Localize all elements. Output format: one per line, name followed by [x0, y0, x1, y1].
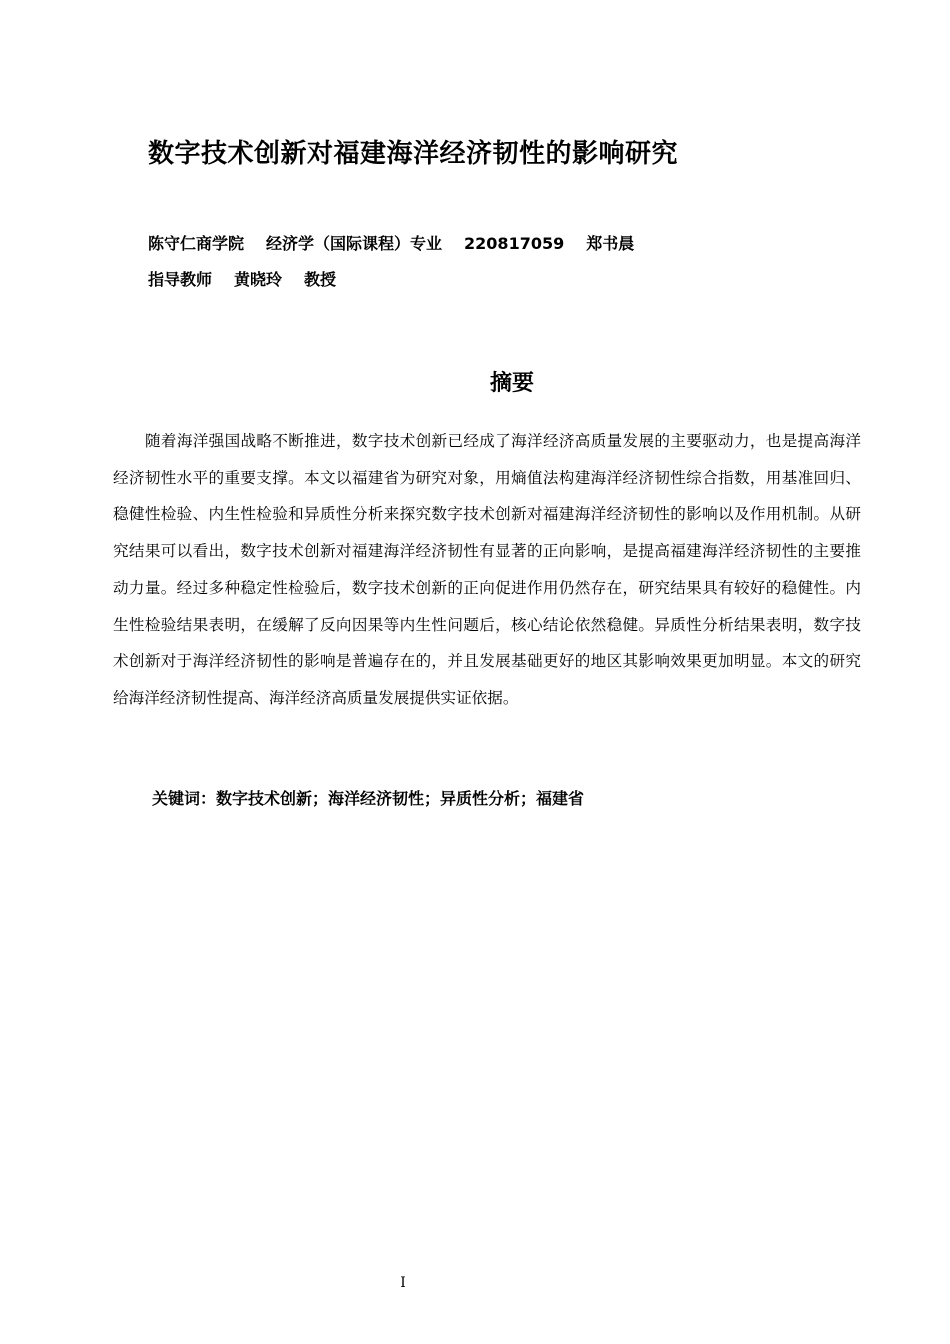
advisor-rank: 教授 [304, 270, 337, 289]
advisor-name: 黄晓玲 [234, 270, 283, 289]
abstract-heading: 摘要 [489, 371, 534, 396]
paper-title: 数字技术创新对福建海洋经济韧性的影响研究 [148, 139, 679, 169]
author-college: 陈守仁商学院 [148, 234, 245, 253]
author-name: 郑书晨 [586, 234, 635, 253]
author-line [148, 226, 634, 262]
advisor-line [148, 262, 634, 298]
author-info [148, 226, 634, 298]
author-major: 经济学（国际课程）专业 [266, 234, 443, 253]
abstract-body: 随着海洋强国战略不断推进，数字技术创新已经成了海洋经济高质量发展的主要驱动力，也是提高海洋经济韧性水平的重要支撑。本文以福建省为研究对象，用熵值法构建海洋经济韧性综合指数，用基准回归、稳健性检验、内生性检验和异质性分析来探究数字技术创新对福建海洋经济韧性的影响以及作用机制。从研究结果可以看出，数字技术创新对福建海洋经济韧性有显著的正向影响，是提高福建海洋经济韧性的主要推动力量。经过多种稳定性检验后，数字技术创新的正向促进作用仍然存在，研究结果具有较好的稳健性。内生性检验结果表明，在缓解了反向因果等内生性问题后，核心结论依然稳健。异质性分析结果表明，数字技术创新对于海洋经济韧性的影响是普遍存在的，并且发展基础更好的地区其影响效果更加明显。本文的研究给海洋经济韧性提高、海洋经济高质量发展提供实证依据。 [113, 432, 861, 707]
author-student-id: 220817059 [464, 234, 565, 253]
page-number: I [400, 1275, 406, 1291]
keywords: 关键词：数字技术创新；海洋经济韧性；异质性分析；福建省 [152, 789, 585, 808]
advisor-label: 指导教师 [148, 270, 213, 289]
